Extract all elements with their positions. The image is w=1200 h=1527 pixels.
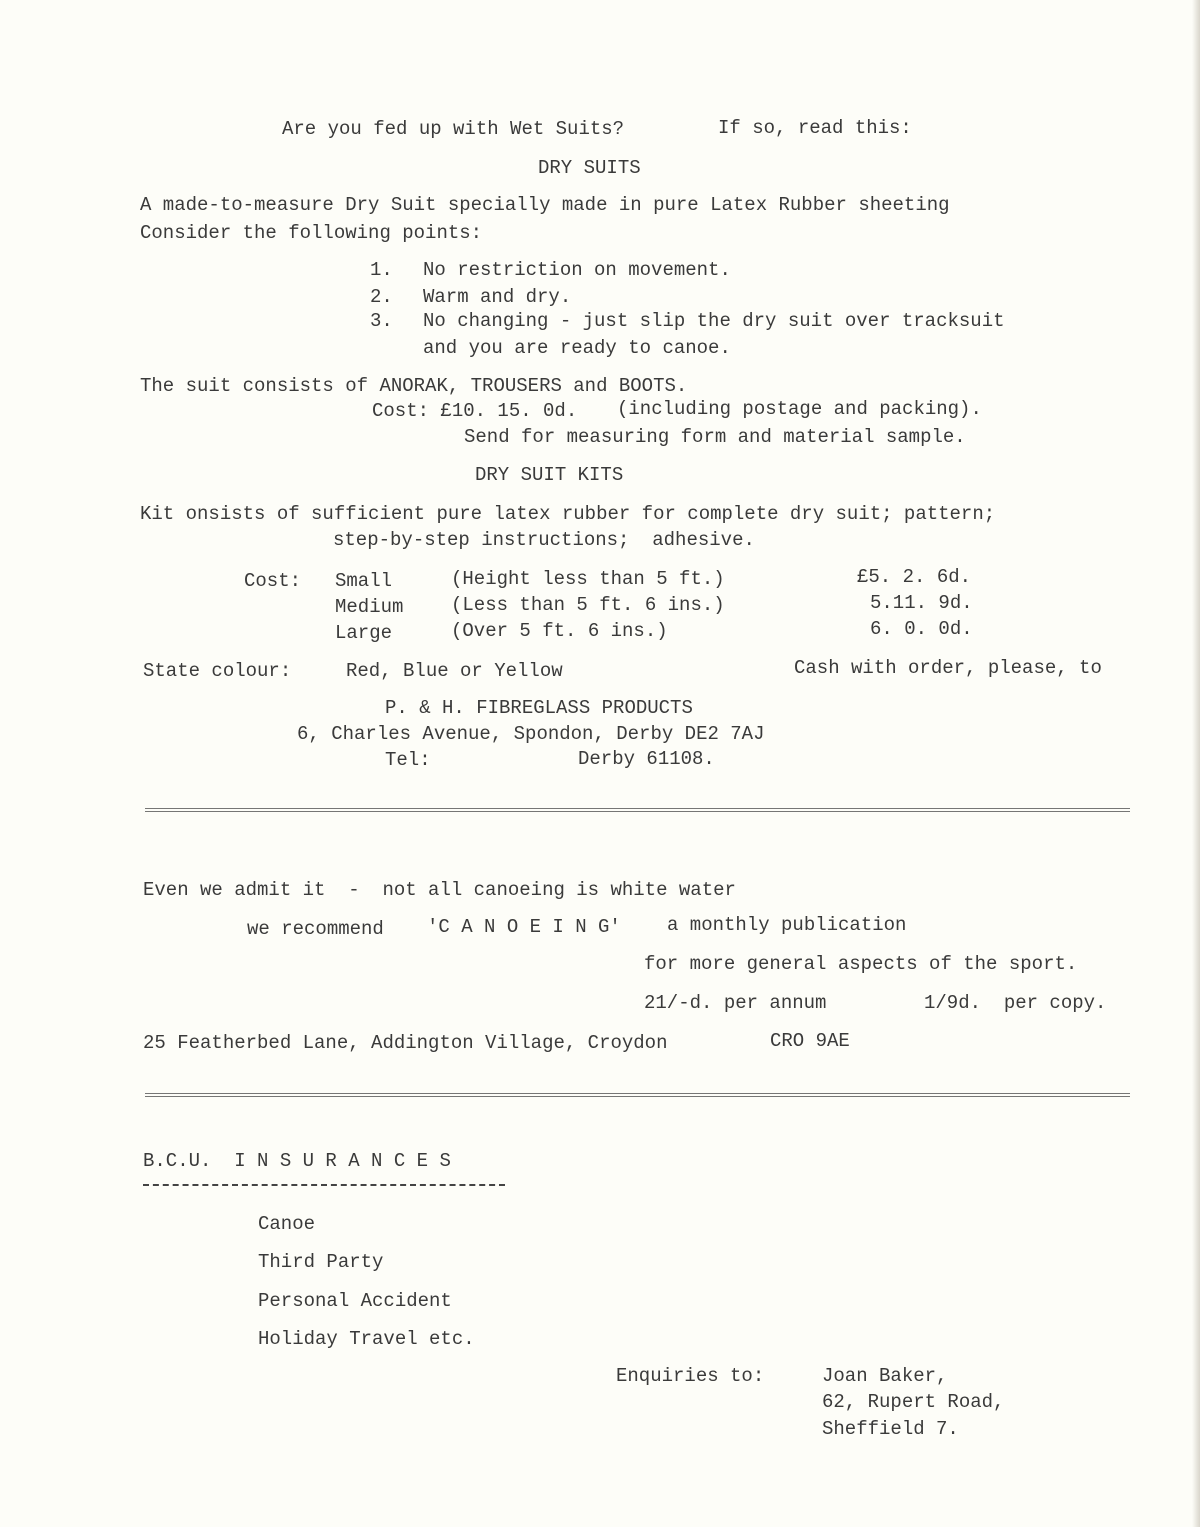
- kits-cost-label: Cost:: [244, 570, 302, 592]
- point-text-continued: and you are ready to canoe.: [423, 337, 731, 359]
- kits-heading: DRY SUIT KITS: [475, 464, 624, 486]
- supplier-tel: Derby 61108.: [578, 748, 715, 770]
- insurance-item: Canoe: [258, 1213, 316, 1235]
- insurance-heading: B.C.U. I N S U R A N C E S: [143, 1150, 451, 1172]
- headline-prompt: If so, read this:: [718, 117, 912, 139]
- canoeing-intro: Even we admit it - not all canoeing is white water: [143, 879, 736, 901]
- point-number: 3.: [370, 310, 393, 332]
- dry-suits-consider: Consider the following points:: [140, 222, 483, 244]
- section-divider: [145, 1093, 1130, 1097]
- contact-city: Sheffield 7.: [822, 1418, 959, 1440]
- colour-label: State colour:: [143, 660, 292, 682]
- kit-price: £5. 2. 6d.: [857, 566, 972, 588]
- canoeing-aspects: for more general aspects of the sport.: [644, 953, 1078, 975]
- kit-size-description: (Over 5 ft. 6 ins.): [451, 620, 668, 642]
- insurance-item: Third Party: [258, 1251, 384, 1273]
- canoeing-annual-price: 21/-d. per annum: [644, 992, 827, 1014]
- insurance-heading-underline: [143, 1184, 505, 1186]
- kit-price: 5.11. 9d.: [870, 592, 973, 614]
- kit-size: Small: [335, 570, 393, 592]
- kit-size-description: (Height less than 5 ft.): [451, 568, 725, 590]
- kit-size: Medium: [335, 596, 404, 618]
- headline-question: Are you fed up with Wet Suits?: [282, 118, 625, 140]
- page-edge-shadow: [1192, 0, 1200, 1527]
- enquiries-label: Enquiries to:: [616, 1365, 765, 1387]
- send-for-form: Send for measuring form and material sample.: [464, 426, 966, 448]
- kit-size: Large: [335, 622, 393, 644]
- suit-consists: The suit consists of ANORAK, TROUSERS and BOOTS.: [140, 375, 688, 397]
- canoeing-copy-price: 1/9d. per copy.: [924, 992, 1107, 1014]
- contact-name: Joan Baker,: [822, 1365, 948, 1387]
- insurance-item: Holiday Travel etc.: [258, 1328, 475, 1350]
- point-number: 1.: [370, 259, 393, 281]
- point-text: Warm and dry.: [423, 286, 572, 308]
- point-number: 2.: [370, 286, 393, 308]
- colour-options: Red, Blue or Yellow: [346, 660, 563, 682]
- contact-street: 62, Rupert Road,: [822, 1391, 1005, 1413]
- point-text: No restriction on movement.: [423, 259, 731, 281]
- canoeing-postcode: CRO 9AE: [770, 1030, 850, 1052]
- kit-size-description: (Less than 5 ft. 6 ins.): [451, 594, 725, 616]
- supplier-name: P. & H. FIBREGLASS PRODUCTS: [385, 697, 693, 719]
- canoeing-monthly: a monthly publication: [667, 914, 907, 936]
- canoeing-address: 25 Featherbed Lane, Addington Village, Croydon: [143, 1032, 668, 1054]
- suit-cost-note: (including postage and packing).: [617, 398, 982, 420]
- canoeing-recommend: we recommend: [247, 918, 384, 940]
- kits-description-continued: step-by-step instructions; adhesive.: [333, 529, 755, 551]
- supplier-address: 6, Charles Avenue, Spondon, Derby DE2 7AJ: [297, 723, 765, 745]
- point-text: No changing - just slip the dry suit over tracksuit: [423, 310, 1005, 332]
- cash-with-order: Cash with order, please, to: [794, 657, 1102, 679]
- canoeing-title: 'C A N O E I N G': [427, 916, 621, 938]
- insurance-item: Personal Accident: [258, 1290, 452, 1312]
- kit-price: 6. 0. 0d.: [870, 618, 973, 640]
- supplier-tel-label: Tel:: [385, 749, 431, 771]
- dry-suits-heading: DRY SUITS: [538, 157, 641, 179]
- kits-description: Kit onsists of sufficient pure latex rubber for complete dry suit; pattern;: [140, 503, 996, 525]
- dry-suits-intro: A made-to-measure Dry Suit specially made in pure Latex Rubber sheeting: [140, 194, 950, 216]
- section-divider: [145, 808, 1130, 812]
- suit-cost: Cost: £10. 15. 0d.: [372, 400, 578, 422]
